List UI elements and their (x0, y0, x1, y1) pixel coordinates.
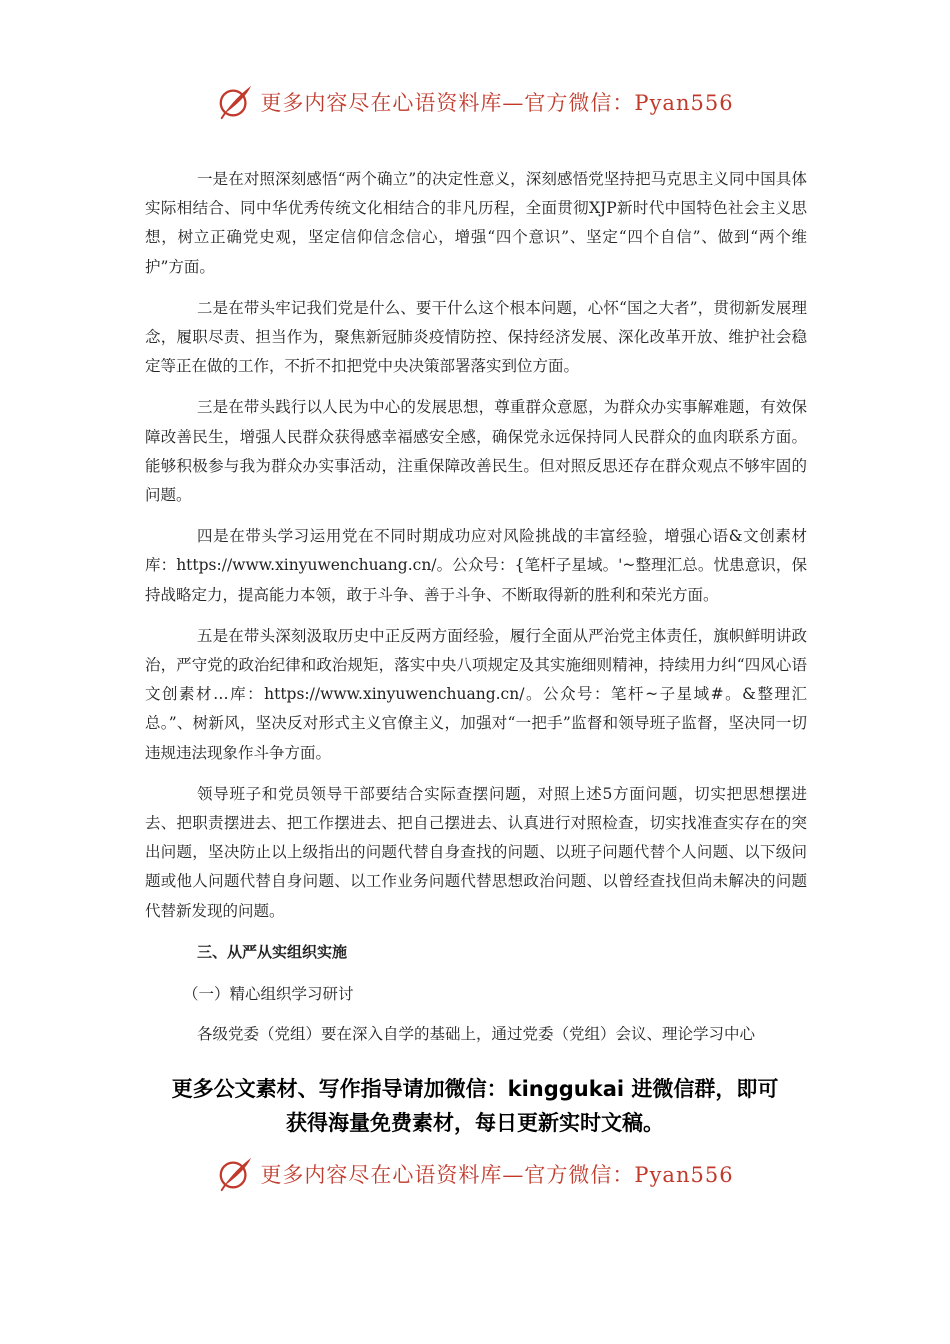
paragraph-4: 四是在带头学习运用党在不同时期成功应对风险挑战的丰富经验，增强心语&文创素材库：https://www.xinyuwenchuang.cn/。公众号：{笔杆子星域。'~整理汇总。忧患意识，保持战略定力，提高能力本领，敢于斗争、善于斗争、不断取得新的胜利和荣光方面。 (145, 527, 807, 604)
header-banner-text: 更多内容尽在心语资料库—官方微信：Pyan556 (260, 91, 734, 115)
paragraph-5: 五是在带头深刻汲取历史中正反两方面经验，履行全面从严治党主体责任，旗帜鲜明讲政治，严守党的政治纪律和政治规矩，落实中央八项规定及其实施细则精神，持续用力纠“四风心语文创素材…库：https://www.xinyuwenchuang.cn/。公众号：笔杆~子星域#。&整理汇总。”、树新风，坚决反对形式主义官僚主义，加强对“一把手”监督和领导班子监督，坚决同一切违规违法现象作斗争方面。 (145, 626, 807, 762)
paragraph-3: 三是在带头践行以人民为中心的发展思想，尊重群众意愿，为群众办实事解难题，有效保障改善民生，增强人民群众获得感幸福感安全感，确保党永远保持同人民群众的血肉联系方面。能够积极参与我为群众办实事活动，注重保障改善民生。但对照反思还存在群众观点不够牢固的问题。 (145, 398, 807, 505)
footer-banner-text: 更多内容尽在心语资料库—官方微信：Pyan556 (260, 1163, 734, 1187)
quill-pen-logo-icon (216, 83, 254, 121)
header-banner (0, 80, 950, 124)
paragraph-7: 各级党委（党组）要在深入自学的基础上，通过党委（党组）会议、理论学习中心 (197, 1024, 756, 1043)
paragraph-6: 领导班子和党员领导干部要结合实际查摆问题，对照上述5方面问题，切实把思想摆进去、把职责摆进去、把工作摆进去、把自己摆进去、认真进行对照检查，切实找准查实存在的突出问题，坚决防止以上级指出的问题代替自身查找的问题、以班子问题代替个人问题、以下级问题或他人问题代替自身问题、以工作业务问题代替思想政治问题、以曾经查找但尚未解决的问题代替新发现的问题。 (145, 784, 807, 920)
promo-line-2: 获得海量免费素材，每日更新实时文稿。 (286, 1111, 664, 1135)
document-body (145, 165, 807, 1049)
footer-banner (0, 1152, 950, 1196)
paragraph-1: 一是在对照深刻感悟“两个确立”的决定性意义，深刻感悟党坚持把马克思主义同中国具体实际相结合、同中华优秀传统文化相结合的非凡历程，全面贯彻XJP新时代中国特色社会主义思想，树立正确党史观，坚定信仰信念信心，增强“四个意识”、坚定“四个自信”、做到“两个维护”方面。 (145, 170, 807, 276)
paragraph-2: 二是在带头牢记我们党是什么、要干什么这个根本问题，心怀“国之大者”，贯彻新发展理念，履职尽责、担当作为，聚焦新冠肺炎疫情防控、保持经济发展、深化改革开放、维护社会稳定等正在做的工作，不折不扣把党中央决策部署落实到位方面。 (145, 298, 807, 376)
section-heading: 三、从严从实组织实施 (197, 942, 348, 961)
promo-line-1: 更多公文素材、写作指导请加微信：kinggukai 进微信群，即可 (171, 1077, 779, 1101)
promo-notice (60, 1072, 890, 1140)
quill-pen-logo-icon (216, 1155, 254, 1193)
subsection-heading: （一）精心组织学习研讨 (183, 984, 354, 1003)
